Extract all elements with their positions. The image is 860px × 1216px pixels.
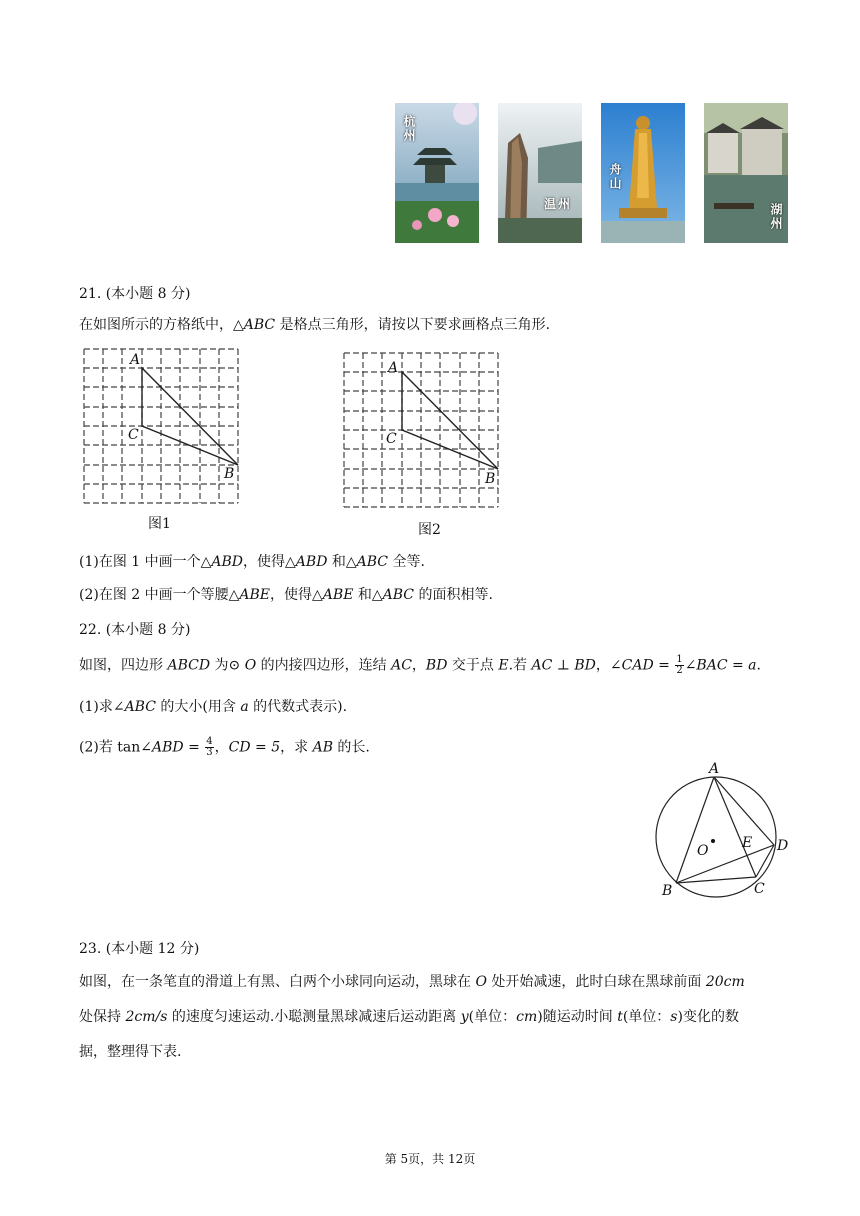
point-label-c: C xyxy=(386,431,397,447)
photo-caption: 温州 xyxy=(544,197,573,211)
point-label-a: A xyxy=(130,352,141,368)
photo-caption: 舟山 xyxy=(608,163,622,191)
circle-label-c: C xyxy=(754,881,765,897)
question-23-title: 23. (本小题 12 分) xyxy=(79,941,200,957)
question-22-part-1: (1)求∠ABC 的大小(用含 a 的代数式表示). xyxy=(79,699,348,715)
photo-caption: 湖州 xyxy=(769,203,783,231)
circle-label-b: B xyxy=(662,883,673,899)
circle-label-d: D xyxy=(777,838,789,854)
triangle-abc xyxy=(142,368,238,465)
question-23-line-2: 处保持 2cm/s 的速度匀速运动.小聪测量黑球减速后运动距离 y(单位：cm)随运动时间 t(单位：s)变化的数 xyxy=(79,1009,739,1025)
circle-figure xyxy=(650,761,800,905)
question-22-statement: 如图，四边形 ABCD 为⊙ O 的内接四边形，连结 AC，BD 交于点 E.若 AC ⊥ BD，∠CAD = $\frac{1}{2}$ ∠BAC = a. xyxy=(79,654,761,676)
circle-label-o: O xyxy=(697,843,709,859)
question-22-part-2: (2)若 tan∠ABD = $\frac{4}{3}$ ，CD = 5，求 AB 的长. xyxy=(79,736,370,758)
fraction-four-thirds: $\frac{4}{3}$ xyxy=(206,736,213,758)
question-23-line-1: 如图，在一条笔直的滑道上有黑、白两个小球同向运动，黑球在 O 处开始减速，此时白球在黑球前面 20cm xyxy=(79,974,745,990)
figure-1-caption: 图1 xyxy=(148,516,171,532)
segment-ac xyxy=(714,777,756,877)
grid-figure-1 xyxy=(80,345,242,510)
question-21-part-1: (1)在图 1 中画一个△ABD，使得△ABD 和△ABC 全等. xyxy=(79,554,425,570)
photo-hangzhou xyxy=(395,103,479,243)
question-22-title: 22. (本小题 8 分) xyxy=(79,622,191,638)
circle-label-e: E xyxy=(742,835,753,851)
circle-label-a: A xyxy=(709,761,720,777)
page-footer: 第 5页，共 12页 xyxy=(384,1152,476,1166)
circle-o xyxy=(656,777,776,897)
question-21-title: 21. (本小题 8 分) xyxy=(79,286,191,302)
point-label-b: B xyxy=(485,471,496,487)
grid-figure-2 xyxy=(340,349,502,514)
point-label-c: C xyxy=(128,427,139,443)
segment-ab xyxy=(676,777,714,883)
segment-bd xyxy=(676,845,774,883)
photo-wenzhou xyxy=(498,103,582,243)
question-21-part-2: (2)在图 2 中画一个等腰△ABE，使得△ABE 和△ABC 的面积相等. xyxy=(79,587,493,603)
point-label-b: B xyxy=(224,466,235,482)
question-23-line-3: 据，整理得下表. xyxy=(79,1044,182,1060)
fraction-half: $\frac{1}{2}$ xyxy=(676,654,683,676)
photo-huzhou xyxy=(704,103,788,243)
center-point xyxy=(711,839,715,843)
figure-2-caption: 图2 xyxy=(418,522,441,538)
photo-zhoushan xyxy=(601,103,685,243)
point-label-a: A xyxy=(388,360,399,376)
photo-caption: 杭州 xyxy=(402,115,416,143)
triangle-abc xyxy=(402,372,498,469)
question-21-intro: 在如图所示的方格纸中，△ABC 是格点三角形，请按以下要求画格点三角形. xyxy=(79,317,551,333)
